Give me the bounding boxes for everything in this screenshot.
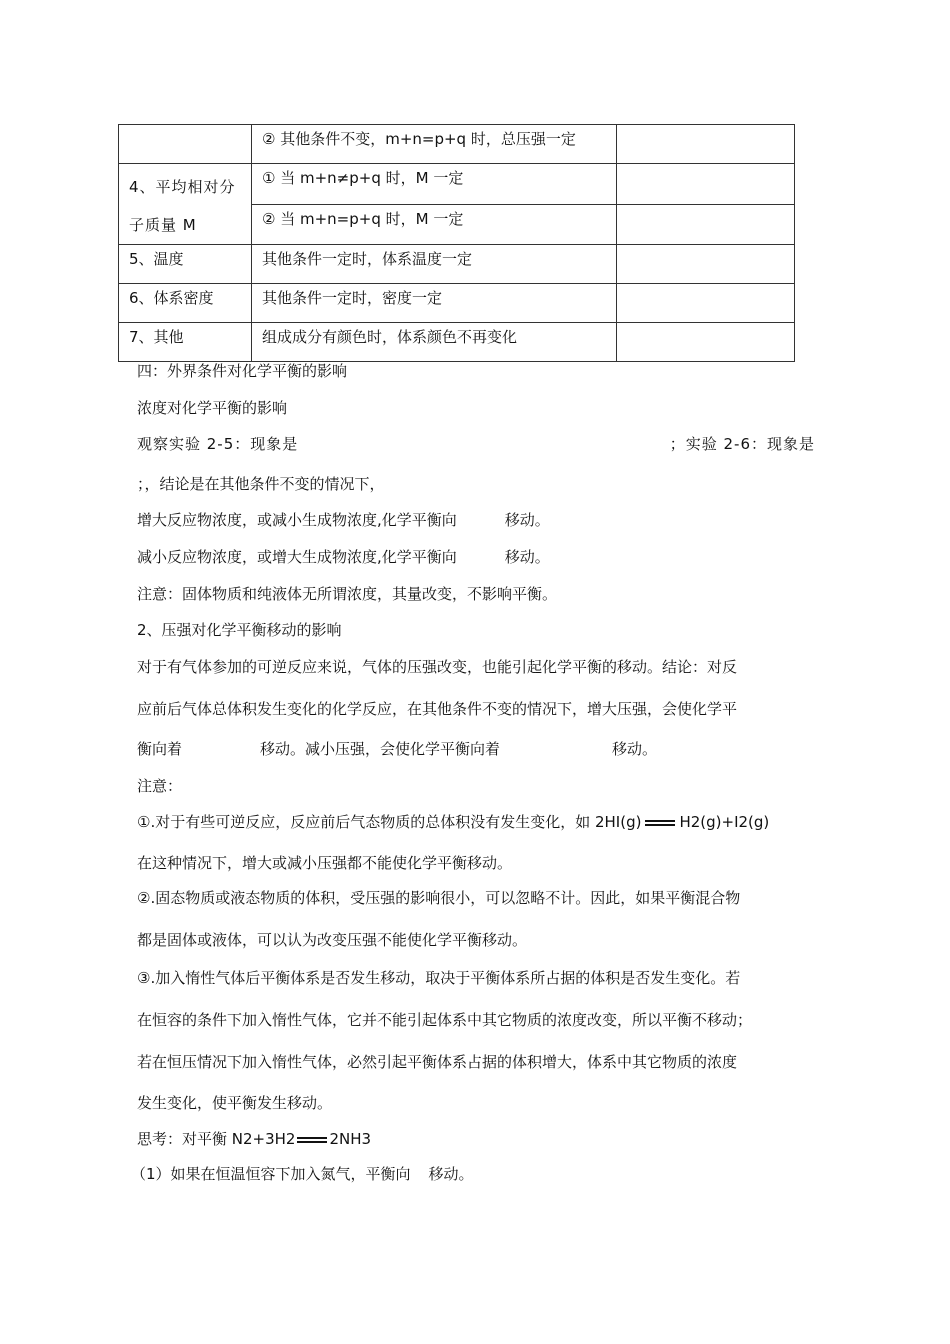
note-line: 注意：固体物质和纯液体无所谓浓度，其量改变，不影响平衡。 xyxy=(137,585,558,603)
note-item-1 xyxy=(137,812,769,832)
concentration-increase-line xyxy=(137,510,550,530)
table-row xyxy=(119,164,795,205)
paragraph-line: 都是固体或液体，可以认为改变压强不能使化学平衡移动。 xyxy=(137,931,528,949)
equilibrium-arrow-icon xyxy=(297,1135,327,1145)
table-cell xyxy=(617,204,795,245)
table-cell xyxy=(617,284,795,323)
paragraph-line: 对于有气体参加的可逆反应来说，气体的压强改变，也能引起化学平衡的移动。结论：对反 xyxy=(137,658,738,676)
equilibrium-criteria-table xyxy=(118,124,795,362)
text: 移动。 xyxy=(612,740,658,758)
table-cell: 其他条件一定时，体系温度一定 xyxy=(252,245,617,284)
section-heading: 四：外界条件对化学平衡的影响 xyxy=(137,362,348,380)
paragraph-line: 在这种情况下，增大或减小压强都不能使化学平衡移动。 xyxy=(137,854,513,872)
table-cell: ① 当 m+n≠p+q 时，M 一定 xyxy=(252,164,617,205)
thinking-question xyxy=(137,1129,371,1149)
note-item-3: ③.加入惰性气体后平衡体系是否发生移动，取决于平衡体系所占据的体积是否发生变化。若 xyxy=(137,969,741,987)
table-cell: ② 其他条件不变，m+n=p+q 时，总压强一定 xyxy=(252,125,617,164)
table-row xyxy=(119,323,795,362)
concentration-decrease-line xyxy=(137,547,550,567)
table-cell xyxy=(617,323,795,362)
text: 增大反应物浓度，或减小生成物浓度,化学平衡向 xyxy=(137,511,457,529)
table-cell-row-header xyxy=(119,164,252,245)
subsection-heading: 浓度对化学平衡的影响 xyxy=(137,399,288,417)
paragraph-line: 在恒容的条件下加入惰性气体，它并不能引起体系中其它物质的浓度改变，所以平衡不移动； xyxy=(137,1011,753,1029)
text: （1）如果在恒温恒容下加入氮气，平衡向 xyxy=(131,1165,411,1183)
text: 衡向着 xyxy=(137,740,183,758)
text: H2(g)+I2(g) xyxy=(679,813,770,831)
table-cell xyxy=(617,245,795,284)
text: 2NH3 xyxy=(329,1130,372,1148)
text: ①.对于有些可逆反应，反应前后气态物质的总体积没有发生变化，如 2HI(g) xyxy=(137,813,642,831)
paragraph-line: 应前后气体总体积发生变化的化学反应，在其他条件不变的情况下，增大压强，会使化学平 xyxy=(137,700,738,718)
table-row xyxy=(119,284,795,323)
table-cell xyxy=(617,164,795,205)
note-item-2: ②.固态物质或液态物质的体积，受压强的影响很小，可以忽略不计。因此，如果平衡混合物 xyxy=(137,889,741,907)
paragraph-line xyxy=(137,739,657,759)
observation-experiment-2-5: 观察实验 2-5：现象是 xyxy=(137,435,299,453)
paragraph-line: 发生变化，使平衡发生移动。 xyxy=(137,1094,333,1112)
row-header-label: 4、平均相对分子质量 M xyxy=(129,178,236,234)
text: 移动。 xyxy=(428,1165,474,1183)
subsection-heading: 2、压强对化学平衡移动的影响 xyxy=(137,621,342,639)
paragraph-line: 若在恒压情况下加入惰性气体，必然引起平衡体系占据的体积增大，体系中其它物质的浓度 xyxy=(137,1053,738,1071)
text: 减小反应物浓度，或增大生成物浓度,化学平衡向 xyxy=(137,548,457,566)
text: 思考：对平衡 N2+3H2 xyxy=(137,1130,296,1148)
observation-experiment-2-6: ；实验 2-6：现象是 xyxy=(669,435,815,453)
table-row xyxy=(119,125,795,164)
observation-line xyxy=(137,434,815,454)
note-label: 注意： xyxy=(137,777,183,795)
conclusion-line: ；，结论是在其他条件不变的情况下， xyxy=(137,475,385,493)
table-cell xyxy=(617,125,795,164)
table-cell-row-header: 6、体系密度 xyxy=(119,284,252,323)
equilibrium-arrow-icon xyxy=(645,818,675,828)
table-cell-row-header: 7、其他 xyxy=(119,323,252,362)
text: 移动。 xyxy=(504,548,550,566)
table-cell-row-header: 5、温度 xyxy=(119,245,252,284)
text: 移动。减小压强，会使化学平衡向着 xyxy=(260,740,501,758)
question-1 xyxy=(131,1164,474,1184)
table-cell: 其他条件一定时，密度一定 xyxy=(252,284,617,323)
table-row xyxy=(119,245,795,284)
text: 移动。 xyxy=(504,511,550,529)
table-cell: 组成成分有颜色时，体系颜色不再变化 xyxy=(252,323,617,362)
table-cell xyxy=(119,125,252,164)
table-cell: ② 当 m+n=p+q 时，M 一定 xyxy=(252,204,617,245)
